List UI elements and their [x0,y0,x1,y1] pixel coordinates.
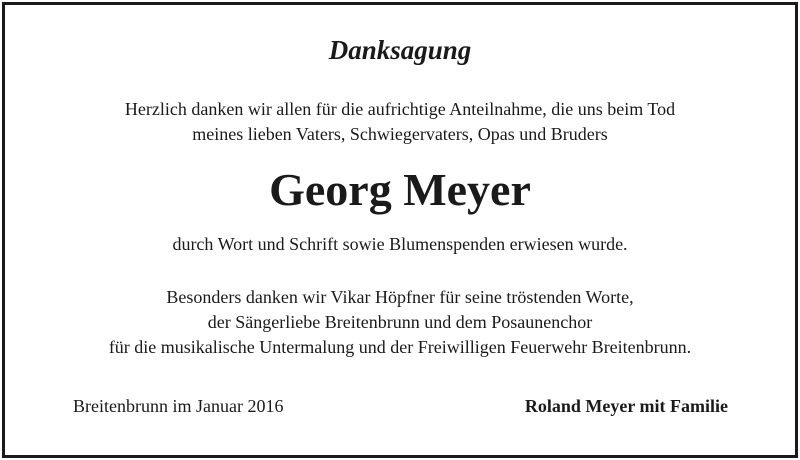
thanks-line: durch Wort und Schrift sowie Blumenspenden erwiesen wurde. [172,234,628,254]
notice-heading: Danksagung [328,35,472,65]
deceased-name: Georg Meyer [269,164,531,215]
special-thanks-line: für die musikalische Untermalung und der Freiwilligen Feuerwehr Breitenbrunn. [108,337,692,357]
special-thanks-line: der Sängerliebe Breitenbrunn und dem Posaunenchor [207,312,593,332]
notice-border [2,2,798,458]
special-thanks-line: Besonders danken wir Vikar Höpfner für seine tröstenden Worte, [166,287,634,307]
place-date: Breitenbrunn im Januar 2016 [73,396,284,416]
signature: Roland Meyer mit Familie [524,396,728,416]
intro-line: Herzlich danken wir allen für die aufrichtige Anteilnahme, die uns beim Tod [124,99,676,119]
intro-paragraph [0,97,800,147]
special-thanks-paragraph [0,285,800,360]
intro-line: meines lieben Vaters, Schwiegervaters, Opas und Bruders [192,124,608,144]
